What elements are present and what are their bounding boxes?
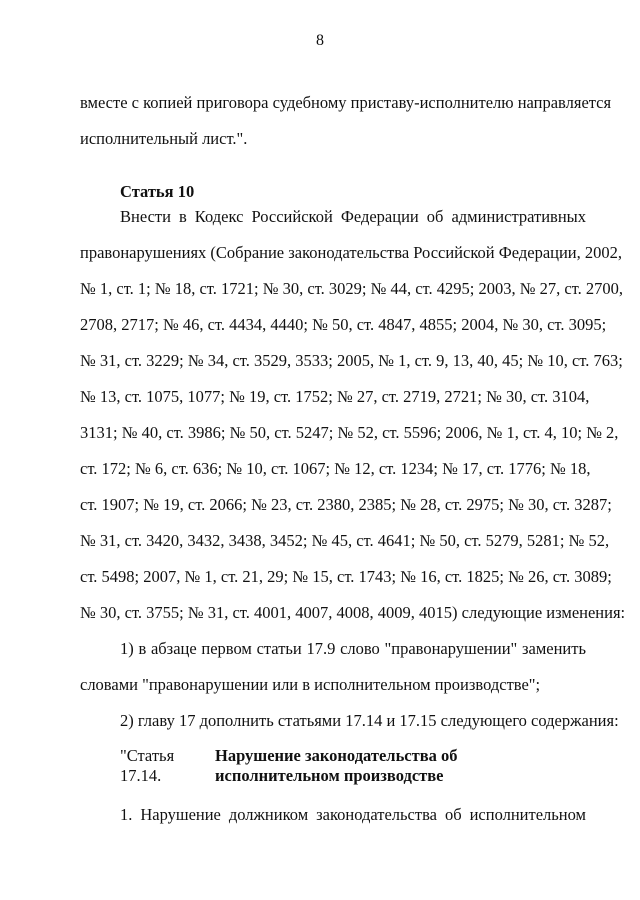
- text-line: словами "правонарушении или в исполнительном производстве";: [80, 675, 541, 694]
- text-line: ст. 1907; № 19, ст. 2066; № 23, ст. 2380, 2385; № 28, ст. 2975; № 30, ст. 3287;: [80, 495, 612, 514]
- text-line: правонарушениях (Собрание законодательства Российской Федерации, 2002,: [80, 243, 623, 262]
- text-line: № 30, ст. 3755; № 31, ст. 4001, 4007, 4008, 4009, 4015) следующие изменения:: [80, 603, 626, 622]
- text-line: исполнительный лист.".: [80, 129, 248, 148]
- text-line: ст. 5498; 2007, № 1, ст. 21, 29; № 15, ст. 1743; № 16, ст. 1825; № 26, ст. 3089;: [80, 567, 612, 586]
- document-body: [80, 92, 626, 840]
- text-line: 2) главу 17 дополнить статьями 17.14 и 17.15 следующего содержания:: [120, 711, 619, 730]
- article-label: "Статья 17.14.: [120, 746, 175, 785]
- article-title: Нарушение законодательства об исполнительном производстве: [215, 746, 458, 785]
- text-line: 2708, 2717; № 46, ст. 4434, 4440; № 50, ст. 4847, 4855; 2004, № 30, ст. 3095;: [80, 315, 607, 334]
- text-line: вместе с копией приговора судебному приставу-исполнителю направляется: [80, 93, 612, 112]
- page-number: 8: [316, 32, 324, 49]
- text-line: ст. 172; № 6, ст. 636; № 10, ст. 1067; № 12, ст. 1234; № 17, ст. 1776; № 18,: [80, 459, 591, 478]
- text-line: № 13, ст. 1075, 1077; № 19, ст. 1752; № 27, ст. 2719, 2721; № 30, ст. 3104,: [80, 387, 590, 406]
- article-title-row: [80, 746, 586, 786]
- text-line: № 31, ст. 3229; № 34, ст. 3529, 3533; 2005, № 1, ст. 9, 13, 40, 45; № 10, ст. 763;: [80, 351, 623, 370]
- text-line: 1) в абзаце первом статьи 17.9 слово "правонарушении" заменить: [120, 639, 586, 658]
- text-line: Внести в Кодекс Российской Федерации об административных: [120, 207, 586, 226]
- text-line: № 31, ст. 3420, 3432, 3438, 3452; № 45, ст. 4641; № 50, ст. 5279, 5281; № 52,: [80, 531, 610, 550]
- text-line: 1. Нарушение должником законодательства об исполнительном: [120, 805, 586, 824]
- article-heading: Статья 10: [120, 182, 195, 201]
- text-line: 3131; № 40, ст. 3986; № 50, ст. 5247; № 52, ст. 5596; 2006, № 1, ст. 4, 10; № 2,: [80, 423, 619, 442]
- text-line: № 1, ст. 1; № 18, ст. 1721; № 30, ст. 3029; № 44, ст. 4295; 2003, № 27, ст. 2700,: [80, 279, 624, 298]
